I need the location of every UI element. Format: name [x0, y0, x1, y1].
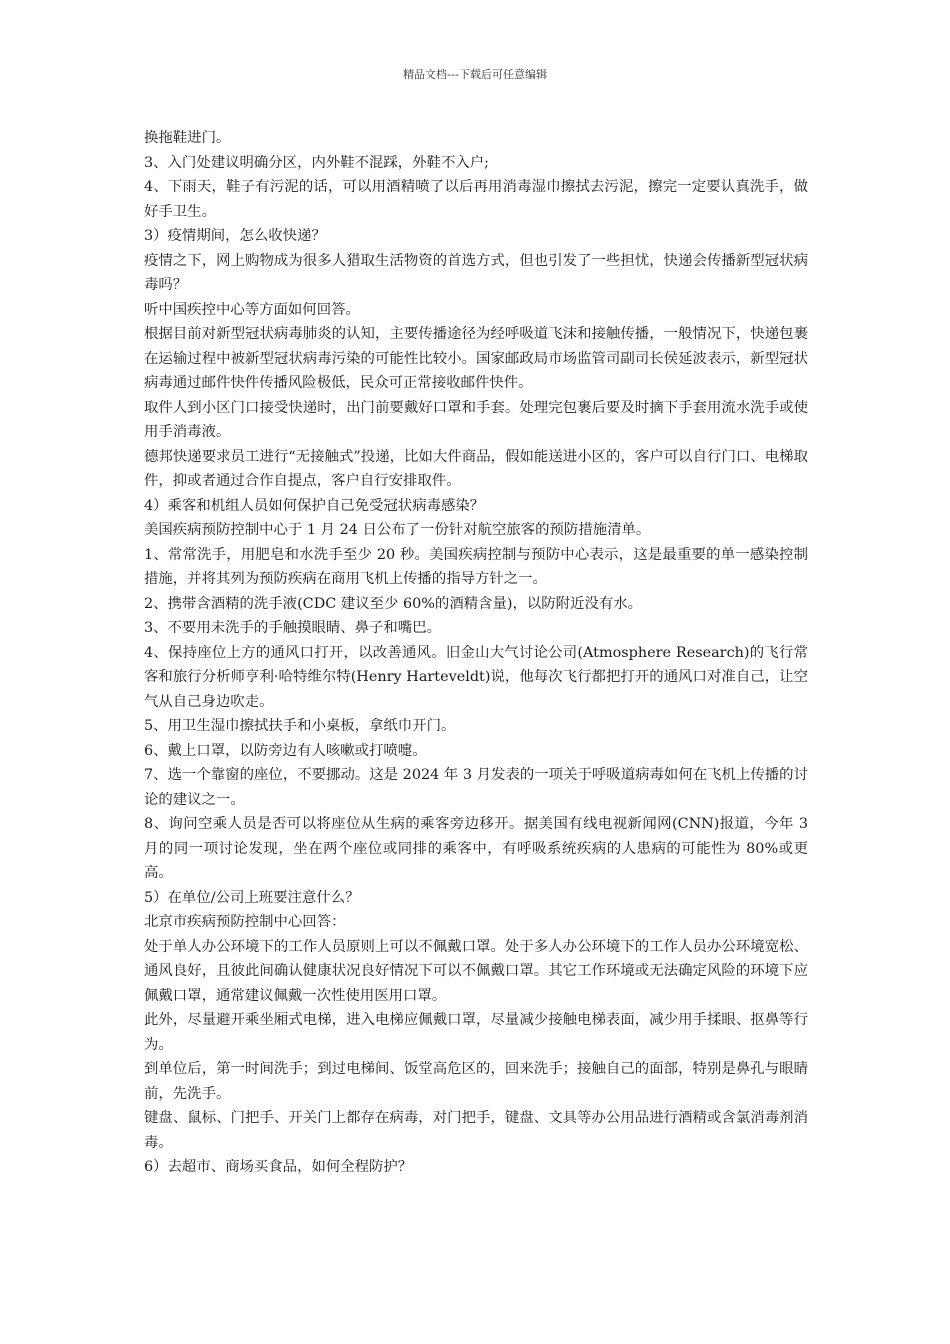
paragraph: 此外，尽量避开乘坐厢式电梯，进入电梯应佩戴口罩，尽量减少接触电梯表面，减少用手揉眼、抠鼻等行为。: [144, 1012, 808, 1053]
paragraph: 美国疾病预防控制中心于 1 月 24 日公布了一份针对航空旅客的预防措施清单。: [144, 522, 651, 538]
paragraph: 疫情之下，网上购物成为很多人猎取生活物资的首选方式，但也引发了一些担忧，快递会传播新型冠状病毒吗？: [144, 252, 808, 293]
list-item: 8、询问空乘人员是否可以将座位从生病的乘客旁边移开。据美国有线电视新闻网(CNN)报道，今年 3 月的同一项讨论发现，坐在两个座位或同排的乘客中，有呼吸系统疾病的人患病的可能性为 80%或更高。: [144, 816, 808, 881]
list-item: 1、常常洗手，用肥皂和水洗手至少 20 秒。美国疾病控制与预防中心表示，这是最重要的单一感染控制措施，并将其列为预防疾病在商用飞机上传播的指导方针之一。: [144, 546, 808, 587]
list-item: 3、不要用未洗手的手触摸眼睛、鼻子和嘴巴。: [144, 620, 441, 636]
paragraph: 键盘、鼠标、门把手、开关门上都存在病毒，对门把手，键盘、文具等办公用品进行酒精或含氯消毒剂消毒。: [144, 1110, 808, 1151]
paragraph: 取件人到小区门口接受快递时，出门前要戴好口罩和手套。处理完包裹后要及时摘下手套用流水洗手或使用手消毒液。: [144, 399, 808, 440]
paragraph: 4、下雨天，鞋子有污泥的话，可以用酒精喷了以后再用消毒湿巾擦拭去污泥，擦完一定要认真洗手，做好手卫生。: [144, 179, 808, 220]
section-heading: 4）乘客和机组人员如何保护自己免受冠状病毒感染？: [144, 497, 485, 514]
paragraph: 听中国疾控中心等方面如何回答。: [144, 301, 360, 318]
paragraph: 德邦快递要求员工进行“无接触式”投递，比如大件商品，假如能送进小区的，客户可以自行门口、电梯取件，抑或者通过合作自提点，客户自行安排取件。: [144, 448, 808, 489]
list-item: 6、戴上口罩，以防旁边有人咳嗽或打喷嚏。: [144, 742, 427, 759]
section-heading: 5）在单位/公司上班要注意什么？: [144, 889, 360, 906]
list-item: 5、用卫生湿巾擦拭扶手和小桌板，拿纸巾开门。: [144, 718, 456, 734]
page-header: 精品文档---下载后可任意编辑: [403, 68, 547, 81]
list-item: 7、选一个靠窗的座位，不要挪动。这是 2024 年 3 月发表的一项关于呼吸道病毒如何在飞机上传播的讨论的建议之一。: [144, 767, 808, 808]
section-heading: 6）去超市、商场买食品，如何全程防护？: [144, 1159, 413, 1175]
list-item: 2、携带含酒精的洗手液(CDC 建议至少 60%的酒精含量)，以防附近没有水。: [144, 595, 643, 612]
section-heading: 3）疫情期间，怎么收快递？: [144, 228, 326, 244]
paragraph: 处于单人办公环境下的工作人员原则上可以不佩戴口罩。处于多人办公环境下的工作人员办公环境宽松、通风良好，且彼此间确认健康状况良好情况下可以不佩戴口罩。其它工作环境或无法确定风险的环境下应佩戴口罩，通常建议佩戴一次性使用医用口罩。: [144, 938, 808, 1004]
paragraph: 换拖鞋进门。: [144, 130, 231, 146]
document-body: [144, 126, 808, 1180]
paragraph: 到单位后，第一时间洗手；到过电梯间、饭堂高危区的，回来洗手；接触自己的面部，特别是鼻孔与眼睛前，先洗手。: [144, 1061, 808, 1102]
paragraph: 北京市疾病预防控制中心回答：: [144, 914, 346, 930]
list-item: 4、保持座位上方的通风口打开，以改善通风。旧金山大气讨论公司(Atmosphere Research)的飞行常客和旅行分析师亨利·哈特维尔特(Henry Harteveldt)说，他每次飞行都把打开的通风口对准自己，让空气从自己身边吹走。: [144, 644, 808, 710]
paragraph: 根据目前对新型冠状病毒肺炎的认知，主要传播途径为经呼吸道飞沫和接触传播，一般情况下，快递包裹在运输过程中被新型冠状病毒污染的可能性比较小。国家邮政局市场监管司副司长侯延波表示，新型冠状病毒通过邮件快件传播风险极低，民众可正常接收邮件快件。: [144, 326, 808, 391]
paragraph: 3、入门处建议明确分区，内外鞋不混踩，外鞋不入户;: [144, 154, 489, 171]
